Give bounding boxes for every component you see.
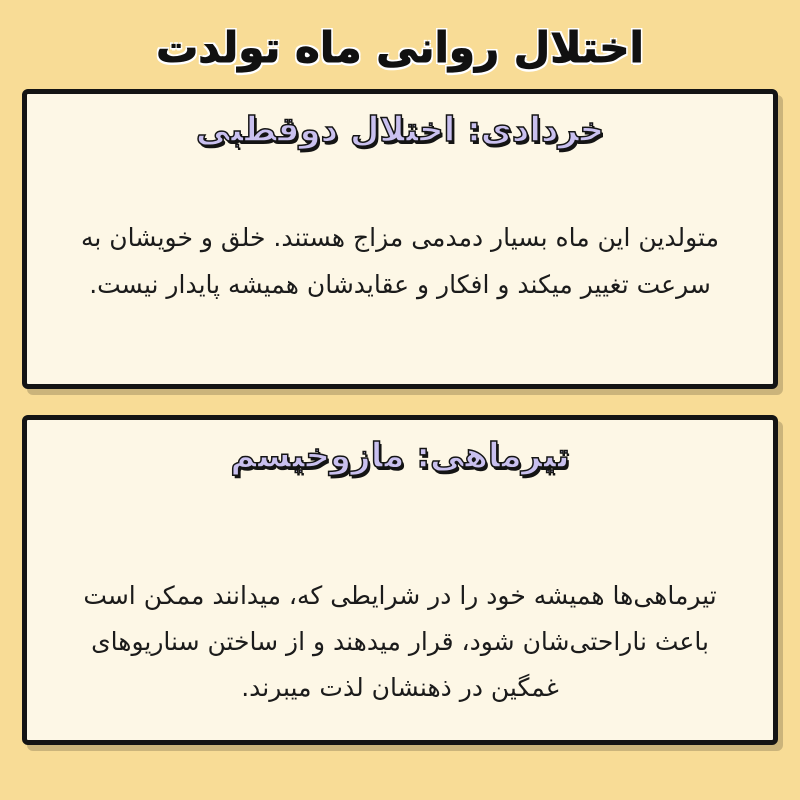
page-title: اختلال روانی ماه تولدت bbox=[156, 23, 644, 72]
card-title-tir: تیرماهی: مازوخیسم bbox=[230, 435, 570, 476]
card-title-khordad: خردادی: اختلال دوقطبی bbox=[195, 109, 605, 150]
card-text-tir: تیرماهی‌ها همیشه خود را در شرایطی که، میدانند ممکن است باعث ناراحتی‌شان شود، قرار میدهند و از ساختن سناریوهای غمگین در ذهنشان لذت میبرند. bbox=[83, 580, 717, 703]
card-body-khordad bbox=[49, 162, 751, 362]
card-text-khordad: متولدین این ماه بسیار دمدمی مزاج هستند. خلق و خویشان به سرعت تغییر میکند و افکار و عقایدشان همیشه پایدار نیست. bbox=[81, 223, 719, 299]
card-tir bbox=[22, 415, 778, 745]
card-body-tir bbox=[49, 488, 751, 718]
card-khordad bbox=[22, 89, 778, 389]
